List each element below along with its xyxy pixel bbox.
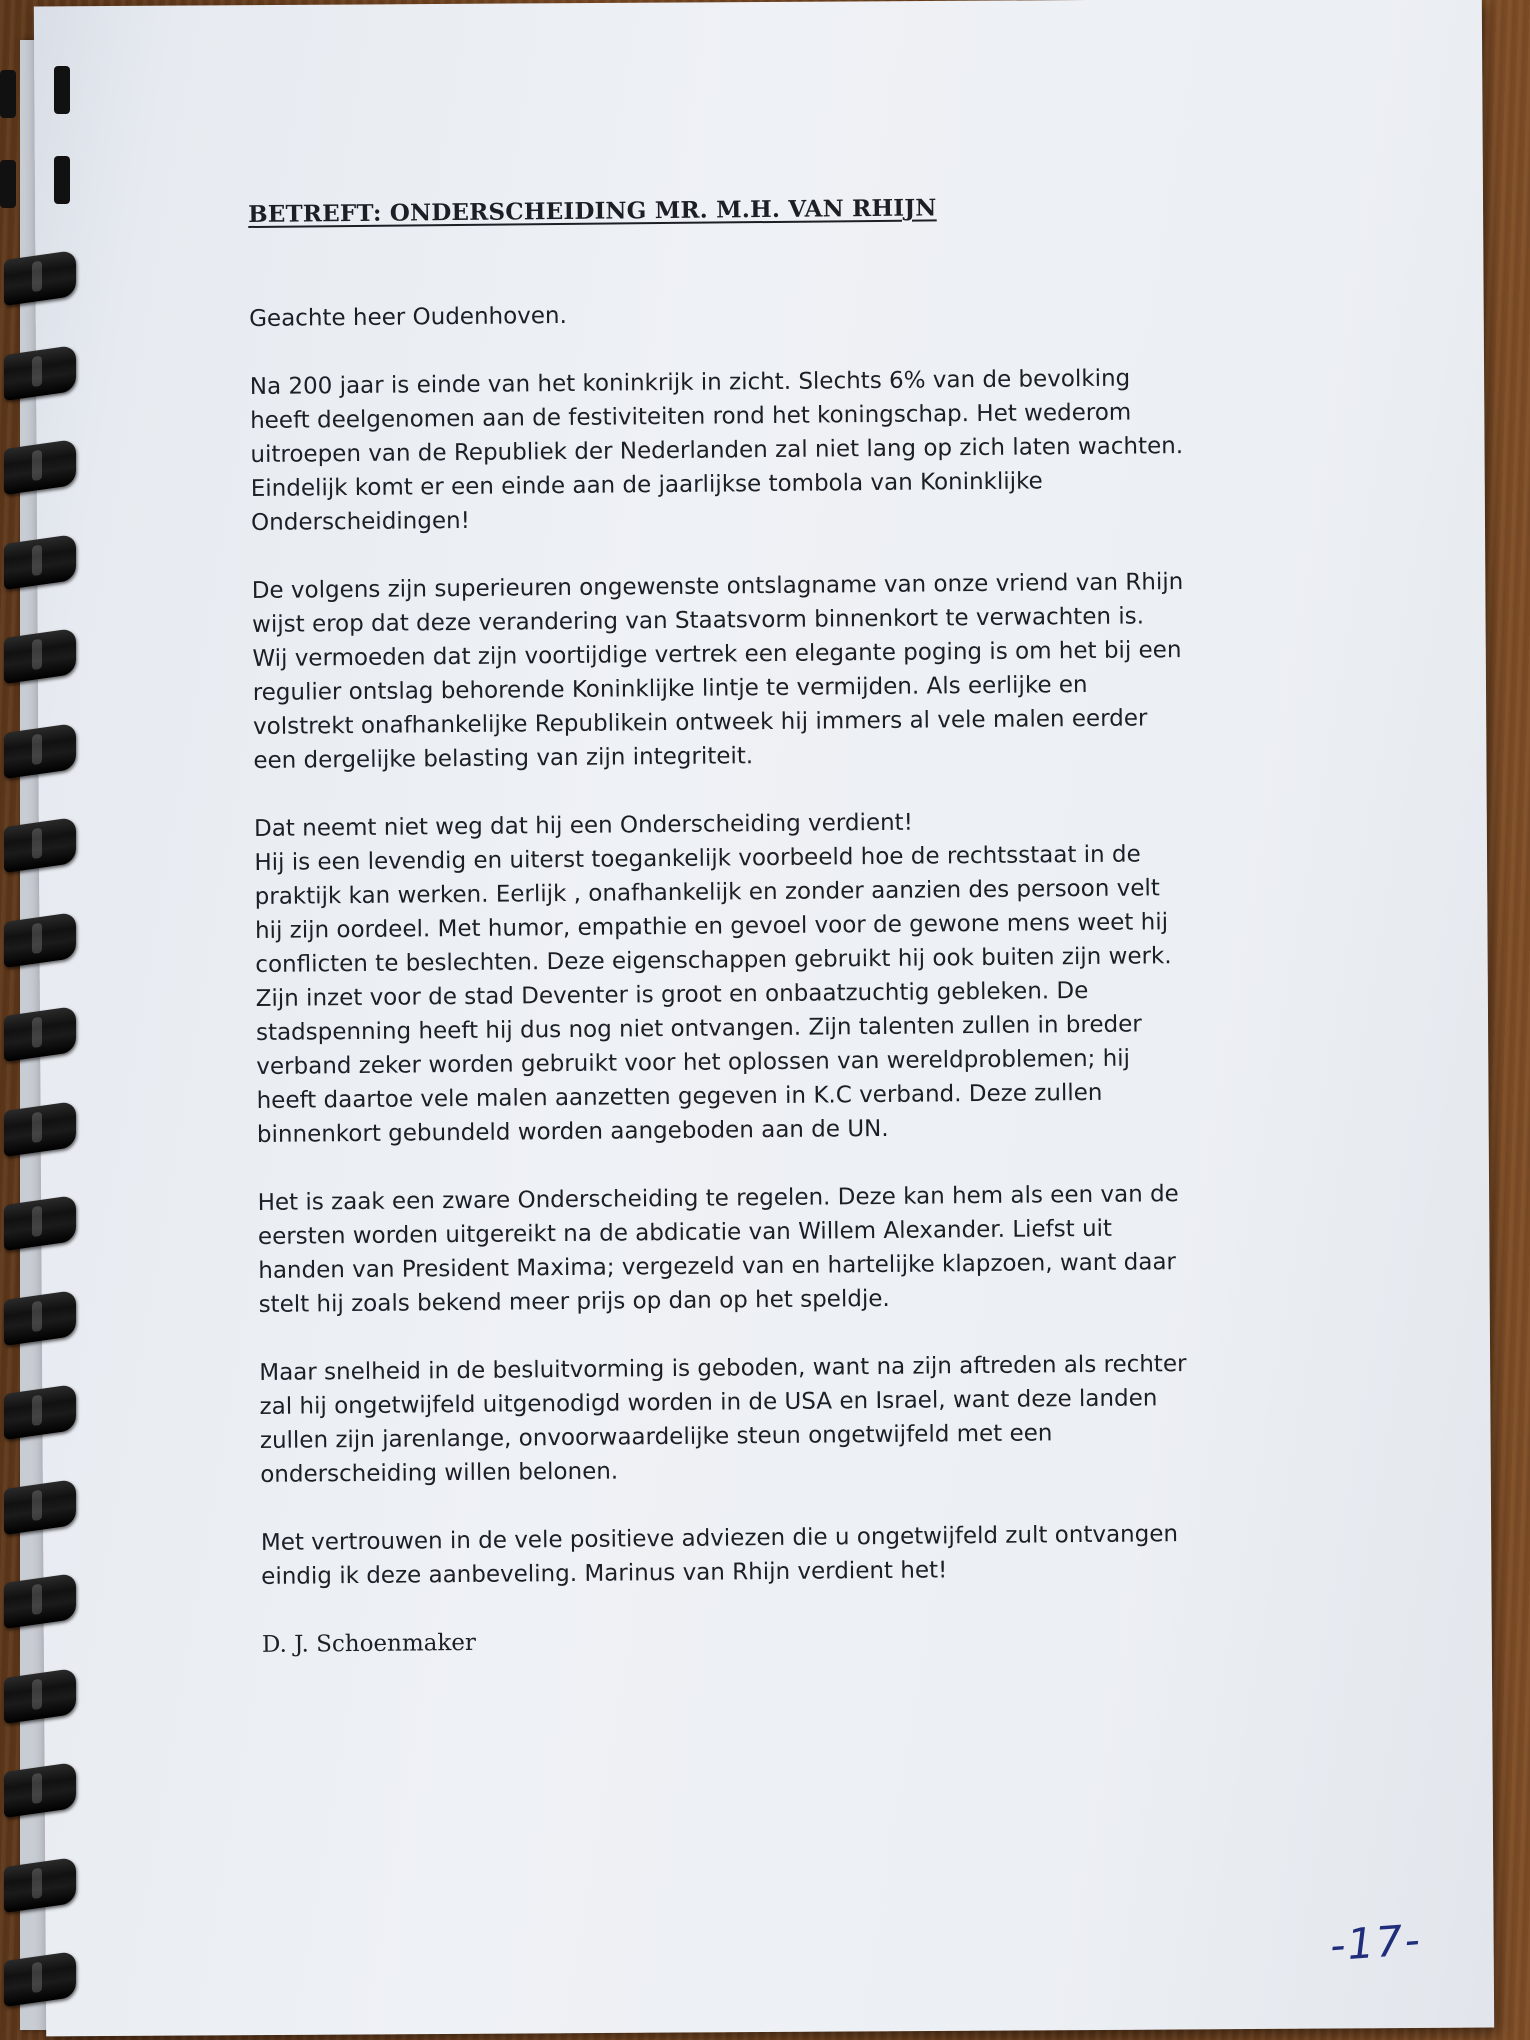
paragraph-line: eindig ik deze aanbeveling. Marinus van Rhijn verdient het! xyxy=(261,1557,948,1590)
letter-subject: BETREFT: ONDERSCHEIDING MR. M.H. VAN RHIJN xyxy=(248,194,937,228)
paragraph-line: Dat neemt niet weg dat hij een Onderscheiding verdient! xyxy=(253,809,913,842)
binding-ring xyxy=(4,1573,76,1629)
binding-ring xyxy=(4,1478,76,1534)
letter-signature: D. J. Schoenmaker xyxy=(261,1629,477,1658)
paragraph-line: Wij vermoeden dat zijn voortijdige vertrek een elegante poging is om het bij een xyxy=(252,637,1182,672)
letter-paragraph xyxy=(250,360,1272,540)
paragraph-line: volstrekt onafhankelijke Republikein ontweek hij immers al vele malen eerder xyxy=(252,705,1148,740)
paragraph-line: heeft daartoe vele malen aanzetten gegeven in K.C verband. Deze zullen xyxy=(256,1079,1103,1114)
paragraph-line: onderscheiding willen belonen. xyxy=(260,1458,619,1488)
paragraph-line: een dergelijke belasting van zijn integriteit. xyxy=(253,743,754,774)
binding-ring xyxy=(4,628,76,684)
binding-ring xyxy=(4,344,76,400)
paragraph-line: binnenkort gebundeld worden aangeboden aan de UN. xyxy=(256,1115,889,1148)
binding-ring xyxy=(4,1006,76,1062)
paragraph-line: uitroepen van de Republiek der Nederlanden zal niet lang op zich laten wachten. xyxy=(250,433,1184,468)
binding-ring xyxy=(4,250,76,306)
binding-ring xyxy=(4,722,76,778)
binding-ring xyxy=(4,439,76,495)
paragraph-line: hij zijn oordeel. Met humor, empathie en gevoel voor de gewone mens weet hij xyxy=(254,909,1169,944)
letter-paragraph xyxy=(257,1176,1278,1322)
paragraph-line: verband zeker worden gebruikt voor het oplossen van wereldproblemen; hij xyxy=(256,1045,1131,1080)
binding-tab xyxy=(54,66,70,114)
paragraph-line: wijst erop dat deze verandering van Staatsvorm binnenkort te verwachten is. xyxy=(251,603,1145,638)
letter-paragraph xyxy=(259,1346,1280,1492)
letter-body xyxy=(248,188,1282,1662)
binding-ring xyxy=(4,1289,76,1345)
paragraph-line: eersten worden uitgereikt na de abdicatie van Willem Alexander. Liefst uit xyxy=(257,1215,1113,1250)
letter-salutation: Geachte heer Oudenhoven. xyxy=(249,302,568,332)
paragraph-line: stadspenning heeft hij dus nog niet ontvangen. Zijn talenten zullen in breder xyxy=(255,1011,1142,1046)
binding-ring xyxy=(4,1762,76,1818)
paragraph-line: regulier ontslag behorende Koninklijke lintje te vermijden. Als eerlijke en xyxy=(252,671,1088,706)
binding-ring xyxy=(4,1195,76,1251)
handwritten-page-number: -17- xyxy=(1328,1914,1424,1971)
paragraph-line: Na 200 jaar is einde van het koninkrijk in zicht. Slechts 6% van de bevolking xyxy=(249,365,1131,400)
binding-tab xyxy=(0,70,16,118)
paragraph-line: praktijk kan werken. Eerlijk , onafhankelijk en zonder aanzien des persoon velt xyxy=(254,875,1160,910)
binding-ring xyxy=(4,1856,76,1912)
binding-ring xyxy=(4,1951,76,2007)
letter-paragraphs xyxy=(250,360,1282,1594)
binding-ring xyxy=(4,1100,76,1156)
paragraph-line: Met vertrouwen in de vele positieve adviezen die u ongetwijfeld zult ontvangen xyxy=(260,1521,1179,1556)
letter-paragraph xyxy=(261,1516,1282,1594)
binding-tab xyxy=(0,160,16,208)
binding-ring xyxy=(4,1667,76,1723)
paragraph-line: zal hij ongetwijfeld uitgenodigd worden in de USA en Israel, want deze landen xyxy=(259,1385,1158,1420)
binding-ring xyxy=(4,817,76,873)
paragraph-line: stelt hij zoals bekend meer prijs op dan op het speldje. xyxy=(258,1285,890,1318)
paragraph-line: zullen zijn jarenlange, onvoorwaardelijke steun ongetwijfeld met een xyxy=(259,1420,1053,1454)
binding-ring xyxy=(4,1384,76,1440)
binding-tab xyxy=(54,156,70,204)
paragraph-line: De volgens zijn superieuren ongewenste ontslagname van onze vriend van Rhijn xyxy=(251,569,1184,604)
paragraph-line: Onderscheidingen! xyxy=(250,507,470,536)
paragraph-line: heeft deelgenomen aan de festiviteiten rond het koningschap. Het wederom xyxy=(250,399,1132,434)
paragraph-line: conflicten te beslechten. Deze eigenschappen gebruikt hij ook buiten zijn werk. xyxy=(255,943,1172,978)
paragraph-line: handen van President Maxima; vergezeld van en hartelijke klapzoen, want daar xyxy=(258,1249,1177,1284)
binding-ring xyxy=(4,911,76,967)
letter-paragraph xyxy=(252,564,1274,778)
spiral-binding xyxy=(0,0,90,2040)
paragraph-line: Het is zaak een zware Onderscheiding te regelen. Deze kan hem als een van de xyxy=(257,1181,1179,1216)
paragraph-line: Eindelijk komt er een einde aan de jaarlijkse tombola van Koninklijke xyxy=(250,468,1043,502)
letter-paragraph xyxy=(254,802,1277,1152)
paragraph-line: Hij is een levendig en uiterst toegankelijk voorbeeld hoe de rechtsstaat in de xyxy=(254,841,1141,876)
paragraph-line: Zijn inzet voor de stad Deventer is groot en onbaatzuchtig gebleken. De xyxy=(255,977,1089,1012)
paragraph-line: Maar snelheid in de besluitvorming is geboden, want na zijn aftreden als rechter xyxy=(259,1351,1187,1386)
binding-ring xyxy=(4,533,76,589)
